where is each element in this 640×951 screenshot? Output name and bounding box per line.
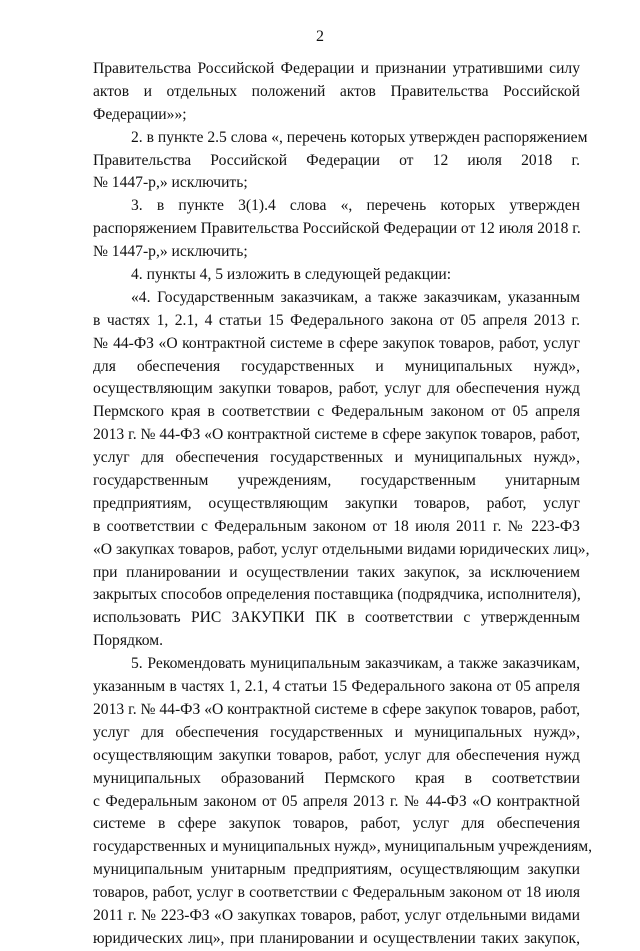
text-line: системе в сфере закупок товаров, работ, услуг для обеспечения — [93, 815, 580, 833]
text-line: юридических лиц», при планировании и осуществлении таких закупок, — [93, 929, 580, 947]
text-line: 2013 г. № 44-ФЗ «О контрактной системе в сфере закупок товаров, работ, — [93, 700, 580, 718]
text-line: при планировании и осуществлении таких закупок, за исключением — [93, 563, 580, 581]
text-line: Пермского края в соответствии с Федеральным законом от 05 апреля — [93, 403, 580, 421]
text-line: распоряжением Правительства Российской Федерации от 12 июля 2018 г. — [93, 220, 581, 238]
text-line: в соответствии с Федеральным законом от 18 июля 2011 г. № 223-ФЗ — [93, 517, 580, 535]
text-line: предприятиям, осуществляющим закупки товаров, работ, услуг — [93, 494, 580, 512]
text-line: товаров, работ, услуг в соответствии с Федеральным законом от 18 июля — [93, 884, 580, 902]
document-body — [93, 58, 593, 951]
text-line: Правительства Российской Федерации от 12 июля 2018 г. — [93, 151, 580, 169]
text-line: «О закупках товаров, работ, услуг отдельными видами юридических лиц», — [93, 540, 590, 558]
text-line: «4. Государственным заказчикам, а также заказчикам, указанным — [131, 288, 580, 306]
text-line: закрытых способов определения поставщика (подрядчика, исполнителя), — [93, 586, 581, 604]
text-line: № 1447-р,» исключить; — [93, 174, 248, 192]
text-line: для обеспечения государственных и муниципальных нужд», — [93, 357, 580, 375]
text-line: услуг для обеспечения государственных и муниципальных нужд», — [93, 723, 580, 741]
text-line: № 44-ФЗ «О контрактной системе в сфере закупок товаров, работ, услуг — [93, 334, 580, 352]
text-line: 3. в пункте 3(1).4 слова «, перечень которых утвержден — [131, 197, 580, 215]
text-line: государственным учреждениям, государственным унитарным — [93, 472, 580, 490]
text-line: муниципальным унитарным предприятиям, осуществляющим закупки — [93, 861, 580, 879]
text-line: 2. в пункте 2.5 слова «, перечень которых утвержден распоряжением — [131, 128, 588, 146]
text-line: № 1447-р,» исключить; — [93, 243, 248, 261]
text-line: государственных и муниципальных нужд», муниципальным учреждениям, — [93, 838, 593, 856]
text-line: Правительства Российской Федерации и признании утратившими силу — [93, 60, 580, 77]
text-line: в частях 1, 2.1, 4 статьи 15 Федерального закона от 05 апреля 2013 г. — [93, 311, 580, 329]
text-line: указанным в частях 1, 2.1, 4 статьи 15 Федерального закона от 05 апреля — [93, 678, 580, 696]
text-line: актов и отдельных положений актов Правительства Российской — [93, 82, 580, 100]
text-line: муниципальных образований Пермского края в соответствии — [93, 769, 580, 787]
text-line: осуществляющим закупки товаров, работ, услуг для обеспечения нужд — [93, 380, 580, 398]
text-line: Порядком. — [93, 632, 164, 650]
text-line: с Федеральным законом от 05 апреля 2013 г. № 44-ФЗ «О контрактной — [93, 792, 580, 810]
page-number: 2 — [316, 28, 324, 45]
text-line: использовать РИС ЗАКУПКИ ПК в соответствии с утвержденным — [93, 609, 580, 627]
text-line: 2013 г. № 44-ФЗ «О контрактной системе в сфере закупок товаров, работ, — [93, 426, 580, 444]
text-line: услуг для обеспечения государственных и муниципальных нужд», — [93, 449, 580, 467]
text-line: 4. пункты 4, 5 изложить в следующей редакции: — [131, 266, 452, 284]
text-line: 2011 г. № 223-ФЗ «О закупках товаров, работ, услуг отдельными видами — [93, 906, 580, 924]
text-line: осуществляющим закупки товаров, работ, услуг для обеспечения нужд — [93, 746, 580, 764]
text-line: 5. Рекомендовать муниципальным заказчикам, а также заказчикам, — [131, 655, 580, 673]
text-line: Федерации»»; — [93, 105, 187, 123]
